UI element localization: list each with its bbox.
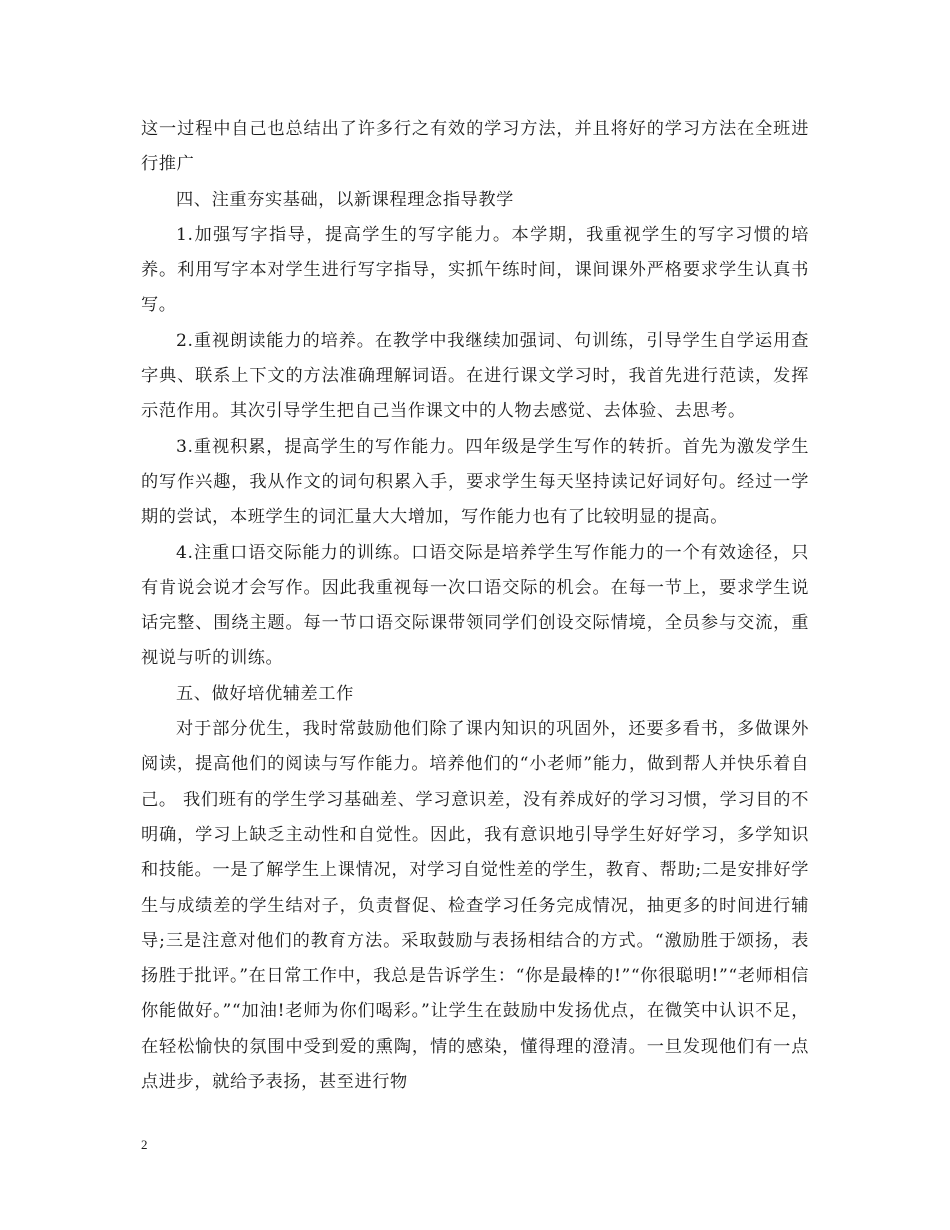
paragraph-reading-ability: 2.重视朗读能力的培养。在教学中我继续加强词、句训练，引导学生自学运用查字典、联系上下文的方法准确理解词语。在进行课文学习时，我首先进行范读，发挥示范作用。其次引导学生把自己当作课文中的人物去感觉、去体验、去思考。 [141,330,809,422]
document-body [141,112,809,1100]
page-number: 2 [141,1137,148,1152]
paragraph-tutoring: 对于部分优生，我时常鼓励他们除了课内知识的巩固外，还要多看书，多做课外阅读，提高他们的阅读与写作能力。培养他们的“小老师”能力，做到帮人并快乐着自己。 我们班有的学生学习基础差、学习意识差，没有养成好的学习习惯，学习目的不明确，学习上缺乏主动性和自觉性。因此，我有意识地引导学生好好学习，多学知识和技能。一是了解学生上课情况，对学习自觉性差的学生，教育、帮助;二是安排好学生与成绩差的学生结对子，负责督促、检查学习任务完成情况，抽更多的时间进行辅导;三是注意对他们的教育方法。采取鼓励与表扬相结合的方式。“激励胜于颂扬，表扬胜于批评。”在日常工作中，我总是告诉学生：“你是最棒的!”“你很聪明!”“老师相信你能做好。”“加油!老师为你们喝彩。”让学生在鼓励中发扬优点，在微笑中认识不足，在轻松愉快的氛围中受到爱的熏陶，情的感染，懂得理的澄清。一旦发现他们有一点点进步，就给予表扬，甚至进行物 [141,719,809,1093]
section-heading-5: 五、做好培优辅差工作 [176,683,354,704]
paragraph-writing-guidance: 1.加强写字指导，提高学生的写字能力。本学期，我重视学生的写字习惯的培养。利用写字本对学生进行写字指导，实抓午练时间，课间课外严格要求学生认真书写。 [141,224,809,316]
paragraph-continuation: 这一过程中自己也总结出了许多行之有效的学习方法，并且将好的学习方法在全班进行推广 [141,119,809,175]
section-heading-4: 四、注重夯实基础，以新课程理念指导教学 [176,189,514,210]
paragraph-oral-communication: 4.注重口语交际能力的训练。口语交际是培养学生写作能力的一个有效途径，只有肯说会说才会写作。因此我重视每一次口语交际的机会。在每一节上，要求学生说话完整、围绕主题。每一节口语交际课带领同学们创设交际情境，全员参与交流，重视说与听的训练。 [141,542,809,669]
paragraph-accumulation: 3.重视积累，提高学生的写作能力。四年级是学生写作的转折。首先为激发学生的写作兴趣，我从作文的词句积累入手，要求学生每天坚持读记好词好句。经过一学期的尝试，本班学生的词汇量大大增加，写作能力也有了比较明显的提高。 [141,436,809,528]
